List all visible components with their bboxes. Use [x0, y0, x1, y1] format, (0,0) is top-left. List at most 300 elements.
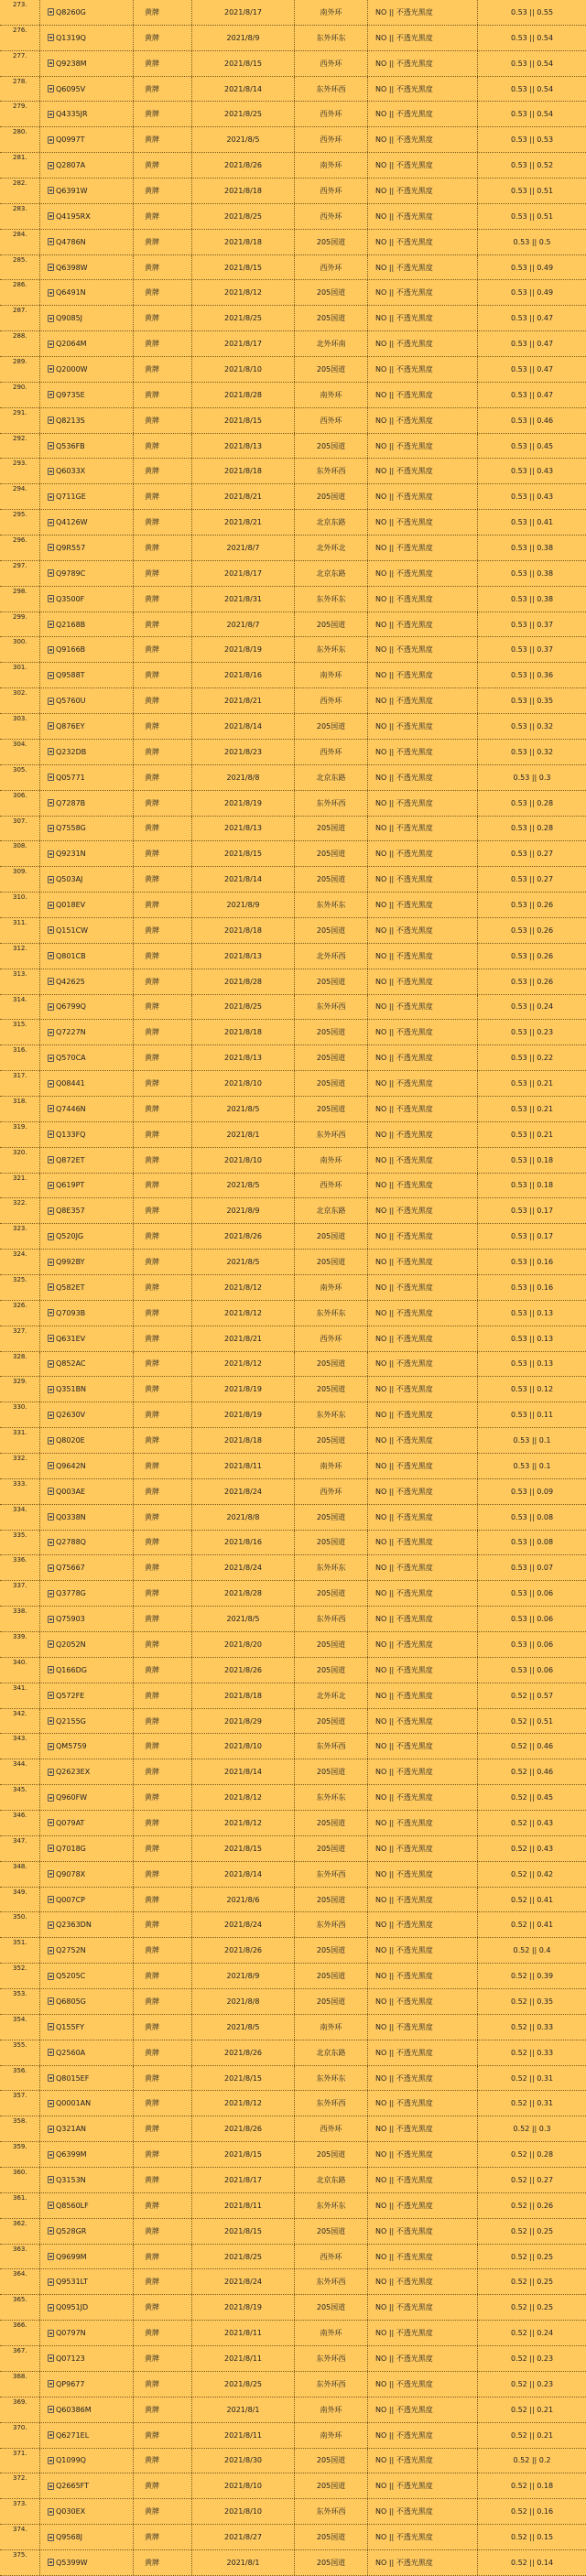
row-index: 307.	[0, 817, 40, 841]
plate-cell	[40, 2040, 134, 2065]
road-name: 205国道	[295, 1352, 368, 1377]
plate-cell	[40, 26, 134, 50]
test-status: NO || 不透光黑度	[368, 714, 478, 739]
record-date: 2021/8/10	[192, 1734, 295, 1759]
plate-cell	[40, 0, 134, 25]
plate-color: 黄牌	[134, 2245, 192, 2269]
plate-color: 黄牌	[134, 1709, 192, 1734]
plate-number: Q079AT	[56, 1818, 85, 1827]
record-date: 2021/8/15	[192, 2219, 295, 2244]
road-name: 205国道	[295, 1071, 368, 1096]
plate-color: 黄牌	[134, 2397, 192, 2422]
test-status: NO || 不透光黑度	[368, 1198, 478, 1223]
plate-color: 黄牌	[134, 1122, 192, 1147]
record-date: 2021/8/18	[192, 179, 295, 203]
plate-color: 黄牌	[134, 2372, 192, 2397]
record-date: 2021/8/16	[192, 1531, 295, 1555]
table-row	[0, 484, 586, 510]
plate-color: 黄牌	[134, 2423, 192, 2448]
plate-cell	[40, 1020, 134, 1044]
record-date: 2021/8/26	[192, 2040, 295, 2065]
plate-icon	[48, 493, 54, 501]
opacity-ratio: 0.52 || 0.23	[510, 2354, 554, 2363]
record-date: 2021/8/5	[192, 1250, 295, 1274]
test-status: NO || 不透光黑度	[368, 2040, 478, 2065]
row-index: 316.	[0, 1045, 40, 1070]
table-row	[0, 1326, 586, 1352]
test-status: NO || 不透光黑度	[368, 0, 478, 25]
opacity-ratio: 0.53 || 0.49	[510, 263, 554, 272]
record-date: 2021/8/15	[192, 1836, 295, 1861]
test-status: NO || 不透光黑度	[368, 255, 478, 280]
plate-icon	[48, 569, 54, 577]
test-status: NO || 不透光黑度	[368, 1938, 478, 1963]
plate-cell	[40, 127, 134, 152]
plate-cell	[40, 1148, 134, 1173]
plate-icon	[48, 111, 54, 118]
plate-number: Q2155G	[56, 1716, 86, 1726]
road-name: 205国道	[295, 1020, 368, 1044]
plate-number: Q570CA	[56, 1054, 86, 1063]
table-row	[0, 1352, 586, 1378]
plate-cell	[40, 357, 134, 382]
plate-color: 黄牌	[134, 179, 192, 203]
plate-number: Q3778G	[56, 1589, 86, 1598]
table-row	[0, 969, 586, 995]
plate-cell	[40, 2066, 134, 2091]
plate-icon	[48, 2049, 54, 2056]
record-date: 2021/8/26	[192, 1224, 295, 1249]
row-index: 352.	[0, 1964, 40, 1988]
opacity-ratio: 0.53 || 0.13	[510, 1308, 554, 1317]
opacity-ratio: 0.53 || 0.26	[510, 977, 554, 986]
record-date: 2021/8/13	[192, 1045, 295, 1070]
table-row	[0, 2499, 586, 2525]
plate-number: Q2560A	[56, 2048, 86, 2057]
row-index: 287.	[0, 306, 40, 330]
plate-number: Q6271EL	[56, 2430, 90, 2440]
plate-number: Q1099Q	[56, 2456, 86, 2465]
test-status: NO || 不透光黑度	[368, 1352, 478, 1377]
plate-icon	[48, 1590, 54, 1597]
plate-number: Q0997T	[56, 135, 85, 145]
plate-number: Q7018G	[56, 1844, 86, 1853]
record-date: 2021/8/17	[192, 0, 295, 25]
table-row	[0, 408, 586, 434]
plate-number: Q992BY	[56, 1258, 85, 1267]
plate-color: 黄牌	[134, 2168, 192, 2192]
plate-cell	[40, 1964, 134, 1988]
road-name: 205国道	[295, 612, 368, 637]
plate-color: 黄牌	[134, 1505, 192, 1530]
opacity-ratio: 0.53 || 0.21	[510, 1130, 554, 1139]
record-date: 2021/8/12	[192, 1811, 295, 1835]
plate-icon	[48, 2534, 54, 2541]
road-name: 东外环西	[295, 2499, 368, 2524]
road-name: 西外环	[295, 1174, 368, 1198]
road-name: 205国道	[295, 1632, 368, 1657]
plate-color: 黄牌	[134, 1020, 192, 1044]
table-row	[0, 1632, 586, 1658]
row-index: 367.	[0, 2346, 40, 2371]
road-name: 西外环	[295, 688, 368, 713]
opacity-ratio: 0.52 || 0.42	[510, 1869, 554, 1878]
opacity-ratio: 0.52 || 0.57	[510, 1691, 554, 1700]
road-name: 西外环	[295, 179, 368, 203]
plate-icon	[48, 1947, 54, 1954]
plate-number: Q520JG	[56, 1232, 84, 1241]
plate-icon	[48, 850, 54, 858]
plate-color: 黄牌	[134, 995, 192, 1020]
road-name: 北外环南	[295, 331, 368, 356]
opacity-ratio: 0.52 || 0.27	[510, 2175, 554, 2184]
record-date: 2021/8/25	[192, 2372, 295, 2397]
record-date: 2021/8/15	[192, 255, 295, 280]
table-row	[0, 1888, 586, 1913]
plate-icon	[48, 1692, 54, 1699]
record-date: 2021/8/20	[192, 1632, 295, 1657]
row-index: 318.	[0, 1097, 40, 1121]
opacity-ratio: 0.52 || 0.35	[510, 1997, 554, 2006]
road-name: 205国道	[295, 1759, 368, 1784]
plate-icon	[48, 2304, 54, 2311]
record-date: 2021/8/10	[192, 1071, 295, 1096]
plate-cell	[40, 179, 134, 203]
table-row	[0, 688, 586, 714]
plate-cell	[40, 1938, 134, 1963]
plate-icon	[48, 1055, 54, 1062]
record-date: 2021/8/24	[192, 1555, 295, 1580]
plate-number: Q9588T	[56, 671, 85, 680]
opacity-ratio: 0.53 || 0.06	[510, 1665, 554, 1674]
record-date: 2021/8/9	[192, 26, 295, 50]
plate-icon	[48, 417, 54, 424]
road-name: 南外环	[295, 2321, 368, 2345]
row-index: 350.	[0, 1912, 40, 1937]
plate-cell	[40, 2015, 134, 2040]
record-date: 2021/8/26	[192, 2116, 295, 2141]
plate-color: 黄牌	[134, 1555, 192, 1580]
table-row	[0, 1505, 586, 1531]
road-name: 东外环东	[295, 587, 368, 612]
road-name: 西外环	[295, 2116, 368, 2141]
opacity-ratio: 0.53 || 0.43	[510, 492, 554, 502]
table-row	[0, 255, 586, 281]
test-status: NO || 不透光黑度	[368, 995, 478, 1020]
table-row	[0, 918, 586, 944]
test-status: NO || 不透光黑度	[368, 2269, 478, 2294]
record-date: 2021/8/21	[192, 1326, 295, 1351]
plate-color: 黄牌	[134, 408, 192, 433]
road-name: 东外环西	[295, 1607, 368, 1631]
road-name: 205国道	[295, 357, 368, 382]
road-name: 东外环东	[295, 1402, 368, 1427]
plate-color: 黄牌	[134, 1224, 192, 1249]
plate-color: 黄牌	[134, 2142, 192, 2167]
opacity-ratio: 0.53 || 0.37	[510, 620, 554, 629]
record-date: 2021/8/5	[192, 1097, 295, 1121]
road-name: 东外环西	[295, 1122, 368, 1147]
opacity-ratio: 0.53 || 0.27	[510, 850, 554, 859]
table-row	[0, 2040, 586, 2066]
plate-cell	[40, 204, 134, 229]
road-name: 205国道	[295, 2525, 368, 2549]
table-row	[0, 153, 586, 179]
test-status: NO || 不透光黑度	[368, 1811, 478, 1835]
row-index: 366.	[0, 2321, 40, 2345]
opacity-ratio: 0.53 || 0.16	[510, 1283, 554, 1292]
plate-color: 黄牌	[134, 2525, 192, 2549]
plate-color: 黄牌	[134, 484, 192, 509]
test-status: NO || 不透光黑度	[368, 1607, 478, 1631]
plate-cell	[40, 1122, 134, 1147]
opacity-ratio: 0.53 || 0.47	[510, 314, 554, 323]
test-status: NO || 不透光黑度	[368, 969, 478, 994]
opacity-ratio: 0.53 || 0.21	[510, 1104, 554, 1113]
plate-icon	[48, 1666, 54, 1673]
plate-color: 黄牌	[134, 969, 192, 994]
opacity-ratio: 0.53 || 0.12	[510, 1385, 554, 1394]
plate-number: Q9735E	[56, 390, 85, 399]
plate-cell	[40, 2346, 134, 2371]
plate-number: Q582ET	[56, 1283, 85, 1292]
road-name: 205国道	[295, 1888, 368, 1912]
row-index: 351.	[0, 1938, 40, 1963]
record-date: 2021/8/23	[192, 740, 295, 764]
plate-cell	[40, 867, 134, 892]
opacity-ratio: 0.52 || 0.31	[510, 2099, 554, 2108]
test-status: NO || 不透光黑度	[368, 1301, 478, 1326]
opacity-ratio: 0.52 || 0.26	[510, 2201, 554, 2210]
plate-color: 黄牌	[134, 944, 192, 969]
table-row	[0, 1402, 586, 1428]
row-index: 303.	[0, 714, 40, 739]
plate-number: Q0797N	[56, 2329, 86, 2338]
table-row	[0, 2423, 586, 2449]
opacity-ratio: 0.53 || 0.52	[510, 161, 554, 170]
plate-cell	[40, 714, 134, 739]
table-row	[0, 1071, 586, 1097]
road-name: 北京东路	[295, 510, 368, 535]
plate-number: Q7093B	[56, 1308, 86, 1317]
opacity-ratio: 0.52 || 0.25	[510, 2303, 554, 2312]
row-index: 327.	[0, 1326, 40, 1351]
plate-color: 黄牌	[134, 587, 192, 612]
road-name: 205国道	[295, 1938, 368, 1963]
opacity-ratio: 0.52 || 0.41	[510, 1921, 554, 1930]
plate-number: Q4335JR	[56, 110, 88, 119]
test-status: NO || 不透光黑度	[368, 1071, 478, 1096]
plate-cell	[40, 1607, 134, 1631]
plate-cell	[40, 1811, 134, 1835]
road-name: 205国道	[295, 1531, 368, 1555]
road-name: 南外环	[295, 2015, 368, 2040]
road-name: 南外环	[295, 663, 368, 687]
road-name: 东外环东	[295, 893, 368, 917]
opacity-ratio: 0.53 || 0.11	[510, 1411, 554, 1420]
road-name: 东外环东	[295, 1555, 368, 1580]
road-name: 北京东路	[295, 2040, 368, 2065]
road-name: 205国道	[295, 1045, 368, 1070]
plate-color: 黄牌	[134, 2066, 192, 2091]
opacity-ratio: 0.53 || 0.08	[510, 1512, 554, 1521]
road-name: 205国道	[295, 1377, 368, 1402]
table-row	[0, 1250, 586, 1275]
road-name: 205国道	[295, 1250, 368, 1274]
road-name: 东外环西	[295, 1734, 368, 1759]
record-date: 2021/8/12	[192, 1785, 295, 1810]
record-date: 2021/8/13	[192, 944, 295, 969]
plate-icon	[48, 341, 54, 348]
test-status: NO || 不透光黑度	[368, 1174, 478, 1198]
plate-icon	[48, 1488, 54, 1495]
plate-number: Q2788Q	[56, 1538, 86, 1547]
test-status: NO || 不透光黑度	[368, 2473, 478, 2498]
plate-number: Q8260G	[56, 7, 86, 16]
plate-cell	[40, 1301, 134, 1326]
plate-number: Q08441	[56, 1079, 85, 1088]
opacity-ratio: 0.52 || 0.46	[510, 1742, 554, 1751]
table-row	[0, 867, 586, 893]
row-index: 345.	[0, 1785, 40, 1810]
record-date: 2021/8/29	[192, 1709, 295, 1734]
plate-cell	[40, 1097, 134, 1121]
plate-cell	[40, 1531, 134, 1555]
plate-icon	[48, 2074, 54, 2082]
table-row	[0, 2321, 586, 2346]
plate-cell	[40, 1352, 134, 1377]
plate-color: 黄牌	[134, 1658, 192, 1683]
plate-number: Q9166B	[56, 645, 86, 655]
plate-color: 黄牌	[134, 765, 192, 790]
plate-number: Q6805G	[56, 1997, 86, 2006]
plate-cell	[40, 408, 134, 433]
plate-color: 黄牌	[134, 1377, 192, 1402]
table-row	[0, 1555, 586, 1581]
opacity-ratio: 0.53 || 0.45	[510, 441, 554, 450]
table-row	[0, 536, 586, 561]
row-index: 300.	[0, 637, 40, 662]
record-date: 2021/8/7	[192, 536, 295, 560]
plate-cell	[40, 2295, 134, 2320]
table-row	[0, 2295, 586, 2321]
row-index: 319.	[0, 1122, 40, 1147]
plate-number: Q8E357	[56, 1207, 85, 1216]
test-status: NO || 不透光黑度	[368, 153, 478, 178]
record-date: 2021/8/15	[192, 2066, 295, 2091]
plate-icon	[48, 722, 54, 730]
road-name: 北京东路	[295, 561, 368, 586]
row-index: 370.	[0, 2423, 40, 2448]
table-row	[0, 230, 586, 255]
row-index: 339.	[0, 1632, 40, 1657]
plate-color: 黄牌	[134, 51, 192, 76]
table-row	[0, 1479, 586, 1505]
opacity-ratio: 0.53 || 0.27	[510, 875, 554, 884]
row-index: 308.	[0, 841, 40, 866]
record-date: 2021/8/6	[192, 1888, 295, 1912]
plate-number: Q166DG	[56, 1665, 87, 1674]
road-name: 南外环	[295, 1148, 368, 1173]
table-row	[0, 383, 586, 408]
plate-icon	[48, 2559, 54, 2566]
row-index: 281.	[0, 153, 40, 178]
plate-cell	[40, 944, 134, 969]
opacity-ratio: 0.52 || 0.33	[510, 2048, 554, 2057]
plate-number: Q9699M	[56, 2252, 87, 2261]
road-name: 西外环	[295, 408, 368, 433]
plate-cell	[40, 280, 134, 305]
row-index: 337.	[0, 1581, 40, 1606]
table-row	[0, 2397, 586, 2423]
plate-cell	[40, 2321, 134, 2345]
plate-number: Q003AE	[56, 1487, 86, 1496]
plate-color: 黄牌	[134, 1581, 192, 1606]
table-row	[0, 1989, 586, 2015]
test-status: NO || 不透光黑度	[368, 740, 478, 764]
road-name: 东外环东	[295, 637, 368, 662]
record-date: 2021/8/31	[192, 587, 295, 612]
row-index: 297.	[0, 561, 40, 586]
row-index: 314.	[0, 995, 40, 1020]
plate-icon	[48, 519, 54, 526]
table-row	[0, 1683, 586, 1709]
plate-number: Q0338N	[56, 1512, 86, 1521]
road-name: 西外环	[295, 740, 368, 764]
plate-icon	[48, 1640, 54, 1648]
test-status: NO || 不透光黑度	[368, 434, 478, 459]
plate-color: 黄牌	[134, 2346, 192, 2371]
row-index: 293.	[0, 459, 40, 483]
road-name: 205国道	[295, 1505, 368, 1530]
record-date: 2021/8/1	[192, 1122, 295, 1147]
row-index: 340.	[0, 1658, 40, 1683]
plate-cell	[40, 841, 134, 866]
opacity-ratio: 0.53 || 0.54	[510, 59, 554, 68]
row-index: 374.	[0, 2525, 40, 2549]
row-index: 323.	[0, 1224, 40, 1249]
plate-color: 黄牌	[134, 102, 192, 126]
plate-number: Q1319Q	[56, 33, 86, 42]
row-index: 302.	[0, 688, 40, 713]
record-date: 2021/8/11	[192, 2321, 295, 2345]
record-date: 2021/8/25	[192, 204, 295, 229]
opacity-ratio: 0.53 || 0.23	[510, 1028, 554, 1037]
table-row	[0, 1658, 586, 1683]
row-index: 336.	[0, 1555, 40, 1580]
opacity-ratio: 0.52 || 0.2	[513, 2456, 551, 2465]
table-row	[0, 1275, 586, 1301]
record-date: 2021/8/18	[192, 918, 295, 943]
plate-color: 黄牌	[134, 1836, 192, 1861]
plate-number: Q6095V	[56, 84, 86, 93]
row-index: 365.	[0, 2295, 40, 2320]
plate-color: 黄牌	[134, 1811, 192, 1835]
test-status: NO || 不透光黑度	[368, 688, 478, 713]
opacity-ratio: 0.52 || 0.31	[510, 2073, 554, 2083]
test-status: NO || 不透光黑度	[368, 1505, 478, 1530]
plate-cell	[40, 153, 134, 178]
road-name: 205国道	[295, 1658, 368, 1683]
opacity-ratio: 0.52 || 0.16	[510, 2507, 554, 2516]
table-row	[0, 791, 586, 817]
plate-icon	[48, 2406, 54, 2413]
plate-number: Q536FB	[56, 441, 85, 450]
record-date: 2021/8/15	[192, 2142, 295, 2167]
plate-color: 黄牌	[134, 1428, 192, 1453]
plate-number: Q018EV	[56, 901, 86, 909]
plate-color: 黄牌	[134, 230, 192, 254]
